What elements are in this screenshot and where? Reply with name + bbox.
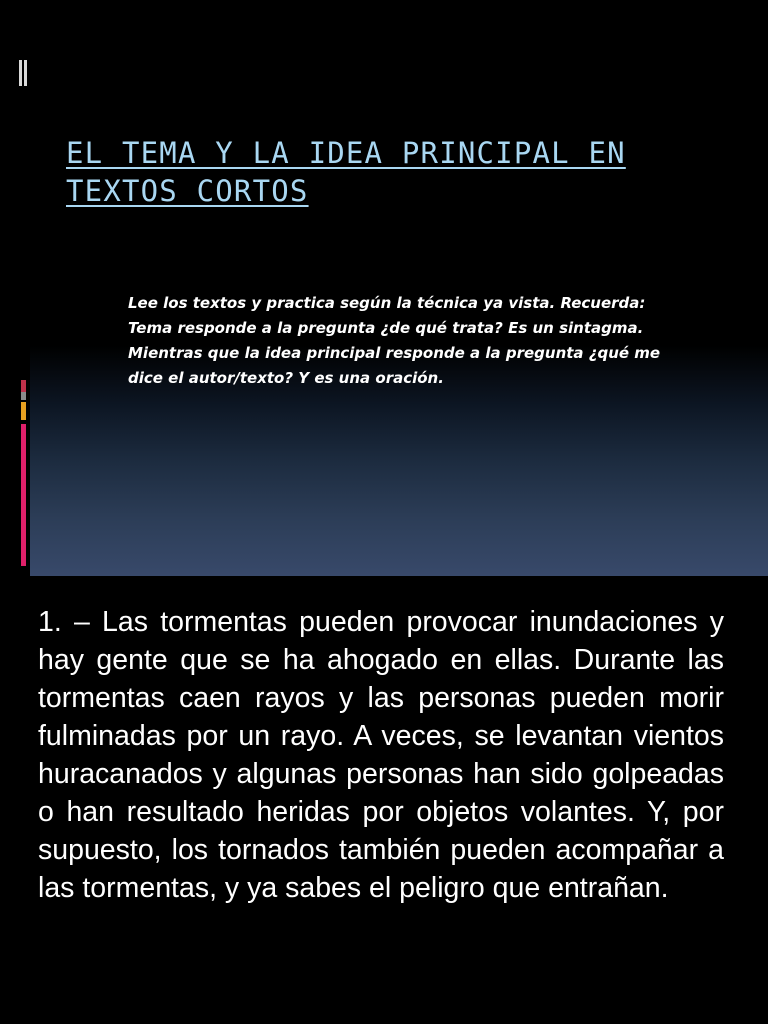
slide-panel (30, 0, 768, 576)
accent-bar-orange (21, 402, 26, 420)
story-paragraph: 1. – Las tormentas pueden provocar inundaciones y hay gente que se ha ahogado en ellas. Durante las tormentas caen rayos y las personas pueden morir fulminadas por un rayo. A veces, se levantan vientos huracanados y algunas personas han sido golpeadas o han resultado heridas por objetos volantes. Y, por supuesto, los tornados también pueden acompañar a las tormentas, y ya sabes el peligro que entrañan. (38, 606, 724, 904)
accent-bar-pink (21, 424, 26, 566)
corner-mark (19, 60, 22, 86)
accent-bar-red (21, 380, 26, 392)
slide-title-text: EL TEMA Y LA IDEA PRINCIPAL EN TEXTOS CORTOS (66, 136, 626, 208)
slide-title (66, 134, 726, 210)
corner-mark (24, 60, 27, 86)
accent-bar-gray (21, 392, 26, 400)
instructions-text: Lee los textos y practica según la técnica ya vista. Recuerda: Tema responde a la pregunta ¿de qué trata? Es un sintagma. Mientras que la idea principal responde a la pregunta ¿qué me dice el autor/texto? Y es una oración. (128, 294, 661, 387)
text-slide (0, 576, 768, 1024)
